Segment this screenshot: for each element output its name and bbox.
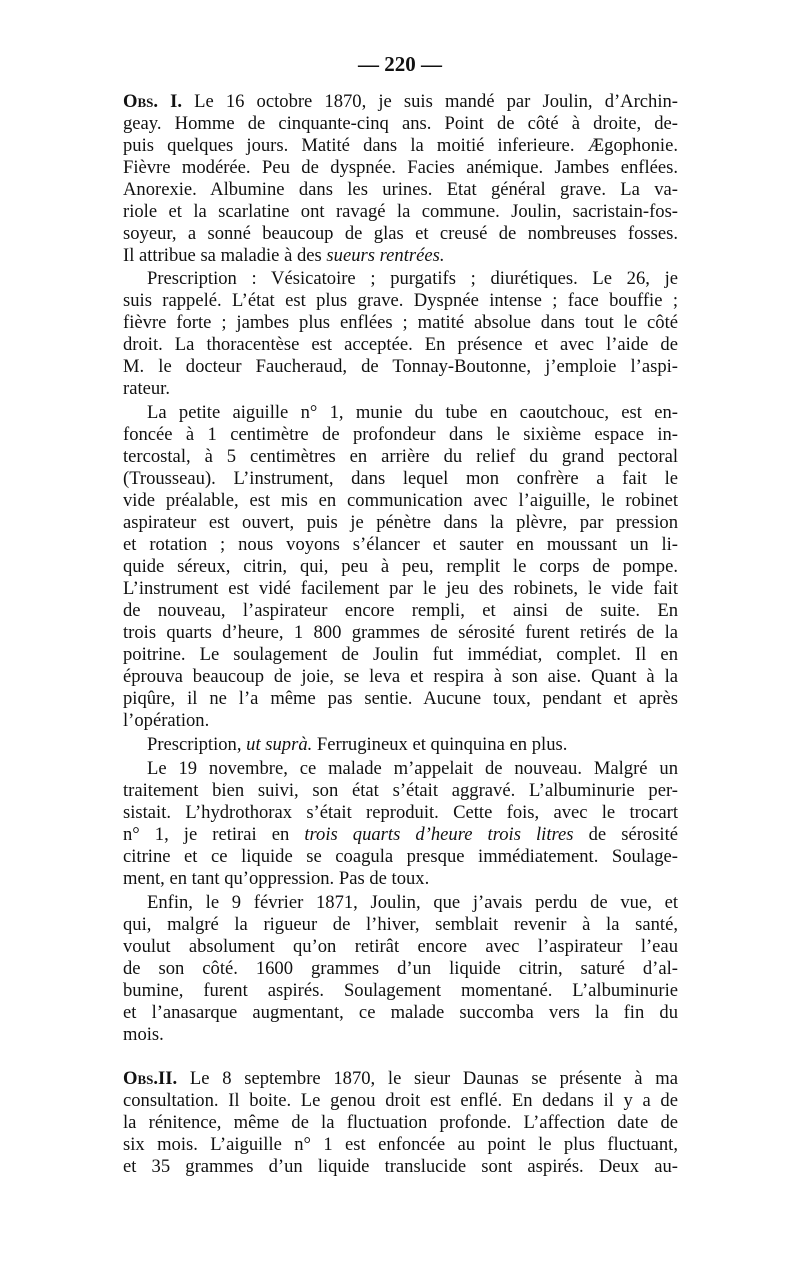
text-line: ment, en tant qu’oppression. Pas de toux. [123, 868, 430, 889]
text-line: voulut absolument qu’on retirât encore avec l’aspirateur l’eau [123, 936, 678, 957]
text-line: droit. La thoracentèse est acceptée. En présence et avec l’aide de [123, 334, 678, 355]
text-line: Enfin, le 9 février 1871, Joulin, que j’avais perdu de vue, et [147, 892, 678, 913]
text-line: rateur. [123, 378, 170, 399]
text-line: six mois. L’aiguille n° 1 est enfoncée au point le plus fluctuant, [123, 1134, 678, 1155]
text-line: Prescription : Vésicatoire ; purgatifs ; diurétiques. Le 26, je [147, 268, 678, 289]
text-line: trois quarts d’heure, 1 800 grammes de sérosité furent retirés de la [123, 622, 678, 643]
text-line: Obs. I. Le 16 octobre 1870, je suis mandé par Joulin, d’Archin- [123, 91, 679, 112]
text-line: Prescription, ut suprà. Ferrugineux et quinquina en plus. [147, 734, 568, 755]
text-line: vide préalable, est mis en communication avec l’aiguille, le robinet [123, 490, 678, 511]
text-line: fièvre forte ; jambes plus enflées ; matité absolue dans tout le côté [123, 312, 678, 333]
text-line: geay. Homme de cinquante-cinq ans. Point de côté à droite, de- [123, 113, 678, 134]
text-line: de son côté. 1600 grammes d’un liquide citrin, saturé d’al- [123, 958, 678, 979]
text-line: suis rappelé. L’état est plus grave. Dyspnée intense ; face bouffie ; [123, 290, 678, 311]
text-line: éprouva beaucoup de joie, se leva et respira à son aise. Quant à la [123, 666, 678, 687]
text-line: Fièvre modérée. Peu de dyspnée. Facies anémique. Jambes enflées. [123, 157, 678, 178]
text-line: La petite aiguille n° 1, munie du tube en caoutchouc, est en- [147, 402, 678, 423]
text-line: Il attribue sa maladie à des sueurs rentrées. [123, 245, 445, 266]
text-line: Obs.II. Le 8 septembre 1870, le sieur Daunas se présente à ma [123, 1068, 678, 1089]
text-line: la rénitence, même de la fluctuation profonde. L’affection date de [123, 1112, 678, 1133]
text-line: traitement bien suivi, son état s’était aggravé. L’albuminurie per- [123, 780, 678, 801]
text-line: foncée à 1 centimètre de profondeur dans le sixième espace in- [123, 424, 678, 445]
text-line: n° 1, je retirai en trois quarts d’heure trois litres de sérosité [123, 824, 679, 845]
text-line: de nouveau, l’aspirateur encore rempli, et ainsi de suite. En [123, 600, 678, 621]
text-line: consultation. Il boite. Le genou droit est enflé. En dedans il y a de [123, 1090, 678, 1111]
text-line: L’instrument est vidé facilement par le jeu des robinets, le vide fait [123, 578, 678, 599]
text-line: Le 19 novembre, ce malade m’appelait de nouveau. Malgré un [147, 758, 678, 779]
text-line: aspirateur est ouvert, puis je pénètre dans la plèvre, par pression [123, 512, 678, 533]
text-line: citrine et ce liquide se coagula presque immédiatement. Soulage- [123, 846, 678, 867]
text-line: bumine, furent aspirés. Soulagement momentané. L’albuminurie [123, 980, 678, 1001]
text-line: sistait. L’hydrothorax s’était reproduit. Cette fois, avec le trocart [123, 802, 678, 823]
text-line: riole et la scarlatine ont ravagé la commune. Joulin, sacristain-fos- [123, 201, 678, 222]
text-line: mois. [123, 1024, 164, 1045]
text-line: et 35 grammes d’un liquide translucide sont aspirés. Deux au- [123, 1156, 678, 1177]
text-line: M. le docteur Faucheraud, de Tonnay-Boutonne, j’emploie l’aspi- [123, 356, 678, 377]
text-line: soyeur, a sonné beaucoup de glas et creusé de nombreuses fosses. [123, 223, 678, 244]
text-line: l’opération. [123, 710, 210, 731]
text-line: tercostal, à 5 centimètres en arrière du relief du grand pectoral [123, 446, 678, 467]
text-line: (Trousseau). L’instrument, dans lequel mon confrère a fait le [123, 468, 678, 489]
text-line: puis quelques jours. Matité dans la moitié inferieure. Ægophonie. [123, 135, 678, 156]
text-line: Anorexie. Albumine dans les urines. Etat général grave. La va- [123, 179, 678, 200]
text-line: et rotation ; nous voyons s’élancer et sauter en moussant un li- [123, 534, 678, 555]
page-number: — 220 — [358, 52, 442, 76]
text-line: quide séreux, citrin, qui, peu à peu, remplit le corps de pompe. [123, 556, 678, 577]
text-line: poitrine. Le soulagement de Joulin fut immédiat, complet. Il en [123, 644, 678, 665]
text-line: et l’anasarque augmentant, ce malade succomba vers la fin du [123, 1002, 678, 1023]
text-line: piqûre, il ne l’a même pas sentie. Aucune toux, pendant et après [123, 688, 678, 709]
text-line: qui, malgré la rigueur de l’hiver, semblait revenir à la santé, [123, 914, 678, 935]
